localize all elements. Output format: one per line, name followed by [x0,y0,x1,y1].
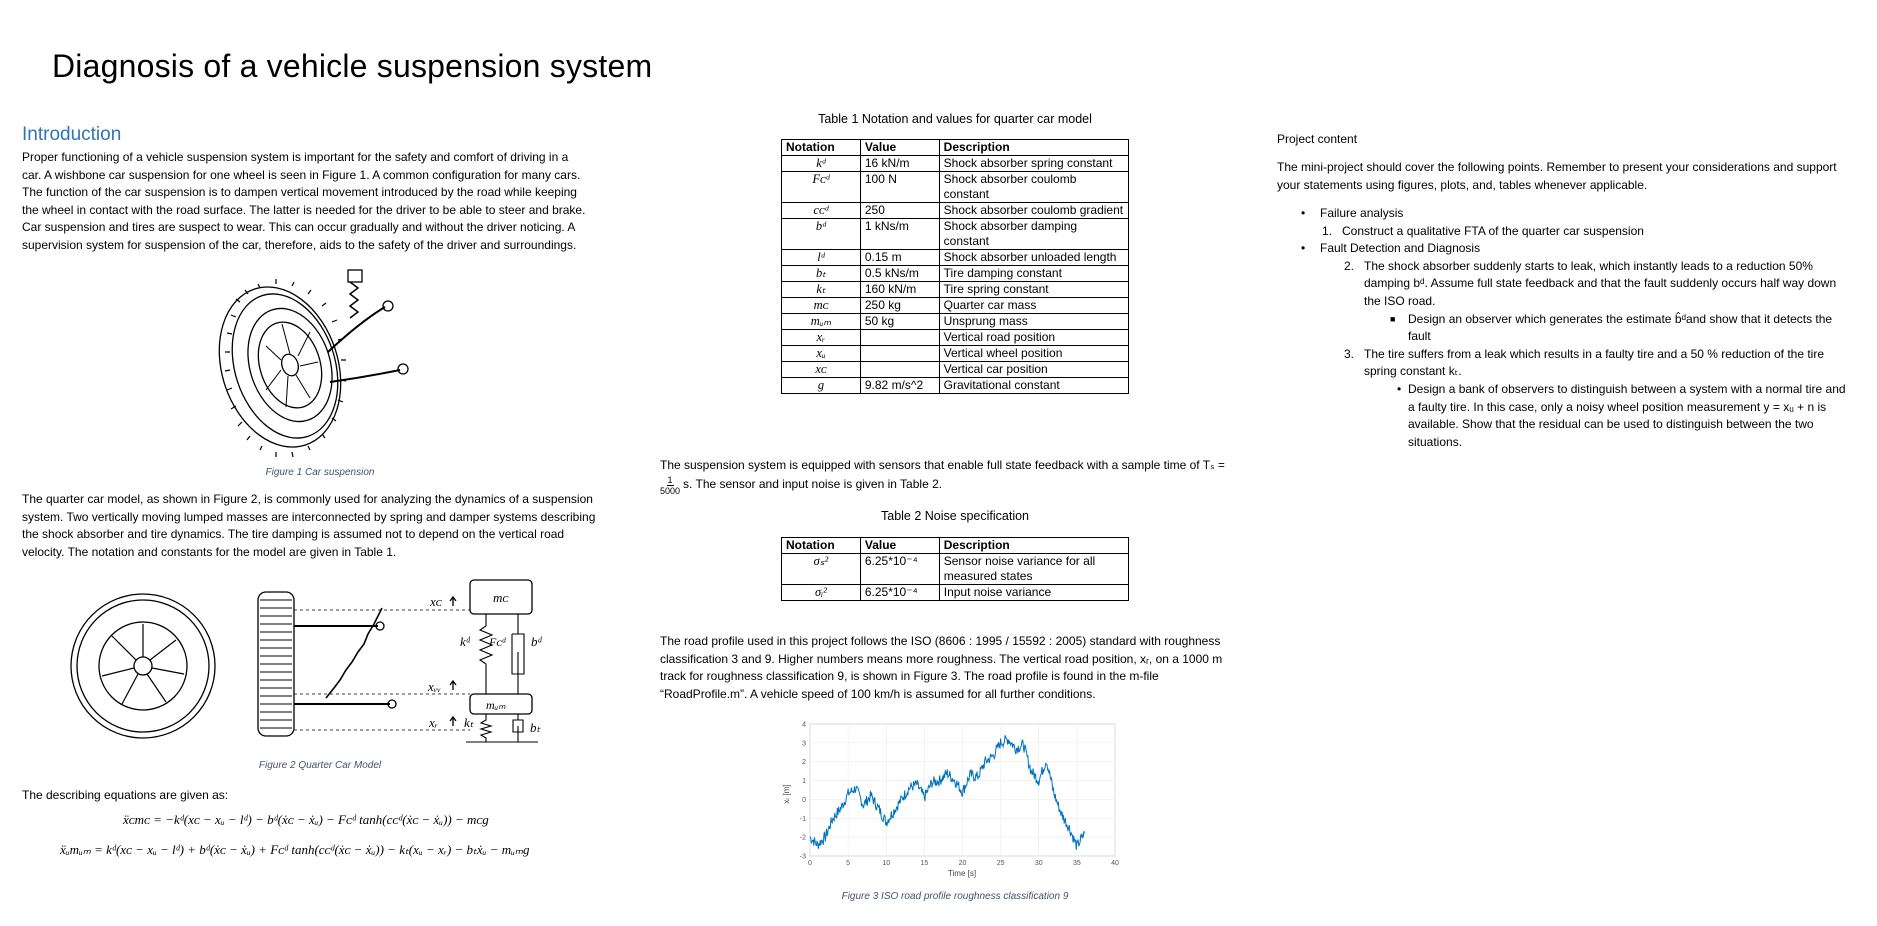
x-tick-label: 20 [958,860,967,867]
figure2-caption: Figure 2 Quarter Car Model [258,760,382,771]
y-axis-label: xᵣ [m] [782,784,791,804]
list-item-text: Construct a qualitative FTA of the quarter car suspension [1342,223,1644,238]
table2 [781,537,1129,601]
table1-header-value: Value [860,140,939,156]
x-axis-label: Time [s] [947,869,977,878]
list-item [1277,346,1877,381]
table-row [782,554,1129,585]
label-xc: xᴄ [430,594,442,609]
list-item-text: The shock absorber suddenly starts to leak, which instantly leads to a reduction 50% [1364,258,1813,273]
project-heading: Project content [1277,132,1358,146]
intro-paragraph [22,149,622,255]
table1-header-row [782,140,1129,156]
road-profile-chart [775,718,1125,880]
notation-cell: xᴄ [782,362,861,378]
table1-header-description: Description [939,140,1128,156]
fraction-numerator: 1 [667,474,673,485]
sample-time-fraction [660,475,680,496]
bullet-icon: • [1301,241,1306,256]
y-tick-label: -2 [799,834,806,842]
table2-header-description: Description [939,538,1128,554]
list-item-text: Design an observer which generates the estimate b̂ᵈand show that it detects the [1408,311,1833,326]
x-tick-label: 15 [920,860,929,867]
description-cell: Vertical wheel position [939,346,1128,362]
table2-header-value: Value [860,538,939,554]
value-cell: 250 [860,203,939,219]
notation-cell: lᵈ [782,250,861,266]
table-row [782,298,1129,314]
car-suspension-figure [210,262,430,462]
description-cell: Shock absorber coulomb gradient [939,203,1128,219]
list-item [1277,381,1877,451]
description-cell: Unsprung mass [939,314,1128,330]
intro-line: Proper functioning of a vehicle suspension system is important for the safety and comfort of driving in a [22,150,569,164]
value-cell: 0.15 m [860,250,939,266]
value-cell: 9.82 m/s^2 [860,378,939,394]
quarter-line: system. Two vertically moving lumped masses are interconnected by spring and damper systems describing [22,509,596,524]
bullet-icon: • [1397,381,1402,396]
quarter-line: The quarter car model, as shown in Figure 2, is commonly used for analyzing the dynamics of a suspension [22,492,593,506]
list-item-text: Design a bank of observers to distinguish between a system with a normal tire and [1408,381,1846,396]
sensor-paragraph [660,457,1260,496]
label-fcd: Fᴄᵈ [489,635,506,649]
description-cell: Vertical car position [939,362,1128,378]
list-item [1277,311,1877,346]
road-line: The road profile used in this project follows the ISO (8606 : 1995 / 15592 : 2005) standard with roughness [660,634,1221,648]
intro-line: Car suspension and tires are suspect to wear. This can occur gradually and without the driver noticing. A [22,220,576,235]
description-cell: Shock absorber damping constant [939,219,1128,250]
list-item-text: damping bᵈ. Assume full state feedback and that the fault suddenly occurs half way down [1364,276,1837,291]
x-tick-label: 0 [808,860,812,867]
table-row [782,314,1129,330]
table2-header-row [782,538,1129,554]
list-item-text: situations. [1408,434,1463,449]
y-tick-label: 0 [802,796,806,804]
notation-cell: kᵈ [782,156,861,172]
notation-cell: σₛ² [782,554,861,585]
description-cell: Quarter car mass [939,298,1128,314]
notation-cell: Fᴄᵈ [782,172,861,203]
label-bt: bₜ [530,720,541,735]
sensor-line-1: The suspension system is equipped with sensors that enable full state feedback with a sample time of Tₛ = [660,458,1225,472]
notation-cell: mᵤₘ [782,314,861,330]
table2-header-notation: Notation [782,538,861,554]
value-cell: 0.5 kNs/m [860,266,939,282]
table1-caption: Table 1 Notation and values for quarter car model [818,112,1092,126]
x-tick-label: 25 [996,860,1005,867]
quarter-line: velocity. The notation and constants for the model are given in Table 1. [22,544,397,559]
value-cell [860,362,939,378]
label-xr: xᵣ [429,715,438,730]
table-row [782,250,1129,266]
table-row [782,203,1129,219]
notation-cell: xᵤ [782,346,861,362]
value-cell: 160 kN/m [860,282,939,298]
x-tick-label: 10 [882,860,891,867]
description-cell: Gravitational constant [939,378,1128,394]
value-cell: 16 kN/m [860,156,939,172]
value-cell: 50 kg [860,314,939,330]
project-list [1277,205,1877,451]
equation-1: ẍᴄmᴄ = −kᵈ(xᴄ − xᵤ − lᵈ) − bᵈ(ẋᴄ − ẋᵤ) − Fᴄᵈ tanh(cᴄᵈ(ẋᴄ − ẋᵤ)) − mᴄg [123,812,489,827]
table-row [782,282,1129,298]
intro-line: the wheel in contact with the road surface. The latter is needed for the driver to be able to steer and brake. [22,202,586,217]
list-number: 1. [1322,223,1333,238]
description-cell: Shock absorber coulomb constant [939,172,1128,203]
table-row [782,346,1129,362]
y-tick-label: -1 [799,815,806,823]
notation-cell: cᴄᵈ [782,203,861,219]
table-row [782,156,1129,172]
quarter-paragraph [22,491,622,561]
x-tick-label: 5 [846,860,851,867]
description-cell: Shock absorber unloaded length [939,250,1128,266]
label-kt: kₜ [464,715,474,730]
x-tick-label: 35 [1072,860,1081,867]
description-cell: Sensor noise variance for all measured states [939,554,1128,585]
square-bullet-icon: ■ [1390,313,1396,324]
equations-intro: The describing equations are given as: [22,788,229,802]
y-tick-label: 3 [802,740,806,748]
table-row [782,585,1129,601]
notation-cell: mᴄ [782,298,861,314]
table-row [782,219,1129,250]
label-mc: mᴄ [493,590,509,605]
description-cell: Input noise variance [939,585,1128,601]
table-row [782,378,1129,394]
figure1-caption: Figure 1 Car suspension [265,467,375,478]
list-item-text: the ISO road. [1364,293,1436,308]
list-item [1277,258,1877,311]
notation-cell: kₜ [782,282,861,298]
y-tick-label: 1 [802,778,806,786]
list-item-text: available. Show that the residual can be used to distinguish between the two [1408,417,1814,432]
list-item [1277,223,1877,241]
page-title: Diagnosis of a vehicle suspension system [52,48,653,84]
list-item [1277,205,1877,223]
road-line: track for roughness classification 9, is shown in Figure 3. The road profile is found in the m-file [660,669,1159,684]
label-xw: xᵥᵥ [428,679,442,694]
description-cell: Shock absorber spring constant [939,156,1128,172]
road-paragraph [660,633,1260,703]
sensor-line-2: s. The sensor and input noise is given in Table 2. [683,477,943,492]
x-tick-label: 40 [1111,860,1119,867]
table-row [782,330,1129,346]
list-item [1277,240,1877,258]
label-mum: mᵤₘ [486,698,506,712]
quarter-car-model-figure [68,574,558,744]
list-item-text: The tire suffers from a leak which results in a faulty tire and a 50 % reduction of the tire [1364,346,1825,361]
table-row [782,266,1129,282]
quarter-line: the shock absorber and tire dynamics. The tire damping is assumed not to depend on the vertical road [22,527,565,542]
bullet-icon: • [1301,206,1306,220]
list-item-text: Failure analysis [1320,206,1404,220]
value-cell: 6.25*10⁻⁴ [860,585,939,601]
list-item-text: fault [1408,329,1431,344]
list-item-text: Fault Detection and Diagnosis [1320,241,1481,256]
intro-line: car. A wishbone car suspension for one wheel is seen in Figure 1. A common configuration for many cars. [22,167,581,182]
table2-caption: Table 2 Noise specification [881,509,1029,523]
list-number: 3. [1344,346,1355,361]
value-cell: 100 N [860,172,939,203]
list-item-text: spring constant kₜ. [1364,364,1462,379]
y-tick-label: -3 [799,853,806,861]
table1 [781,139,1129,394]
equation-2: ẍᵤmᵤₘ = kᵈ(xᴄ − xᵤ − lᵈ) + bᵈ(ẋᴄ − ẋᵤ) + Fᴄᵈ tanh(cᴄᵈ(ẋᴄ − ẋᵤ)) − kₜ(xᵤ − xᵣ) − bₜẋᵤ − mᵤₘg [60,842,530,857]
description-cell: Tire damping constant [939,266,1128,282]
value-cell: 250 kg [860,298,939,314]
notation-cell: bₜ [782,266,861,282]
description-cell: Vertical road position [939,330,1128,346]
list-item-text: a faulty tire. In this case, only a noisy wheel position measurement y = xᵤ + n is [1408,399,1827,414]
table1-header-notation: Notation [782,140,861,156]
figure3-caption: Figure 3 ISO road profile roughness classification 9 [841,891,1069,902]
project-intro-line: The mini-project should cover the following points. Remember to present your considerations and support [1277,160,1837,174]
y-tick-label: 4 [802,721,806,729]
notation-cell: g [782,378,861,394]
fraction-denominator: 5000 [660,485,681,496]
notation-cell: bᵈ [782,219,861,250]
description-cell: Tire spring constant [939,282,1128,298]
road-line: classification 3 and 9. Higher numbers means more roughness. The vertical road position, xᵣ, on a 1000 m [660,651,1223,666]
project-intro [1277,159,1877,194]
y-tick-label: 2 [802,759,806,767]
intro-line: supervision system for suspension of the car, therefore, aids to the safety of the driver and surroundings. [22,237,577,252]
list-number: 2. [1344,258,1355,273]
road-line: “RoadProfile.m”. A vehicle speed of 100 km/h is assumed for all further conditions. [660,686,1096,701]
intro-heading: Introduction [22,124,122,145]
notation-cell: xᵣ [782,330,861,346]
table-row [782,172,1129,203]
intro-line: The function of the car suspension is to dampen vertical movement introduced by the road while keeping [22,185,577,200]
project-intro-line: your statements using figures, plots, and, tables whenever applicable. [1277,177,1648,192]
value-cell [860,346,939,362]
label-kd: kᵈ [460,634,470,649]
x-tick-label: 30 [1034,860,1043,867]
notation-cell: σᵢ² [782,585,861,601]
value-cell: 6.25*10⁻⁴ [860,554,939,585]
value-cell [860,330,939,346]
table-row [782,362,1129,378]
value-cell: 1 kNs/m [860,219,939,250]
label-bd: bᵈ [531,634,542,649]
